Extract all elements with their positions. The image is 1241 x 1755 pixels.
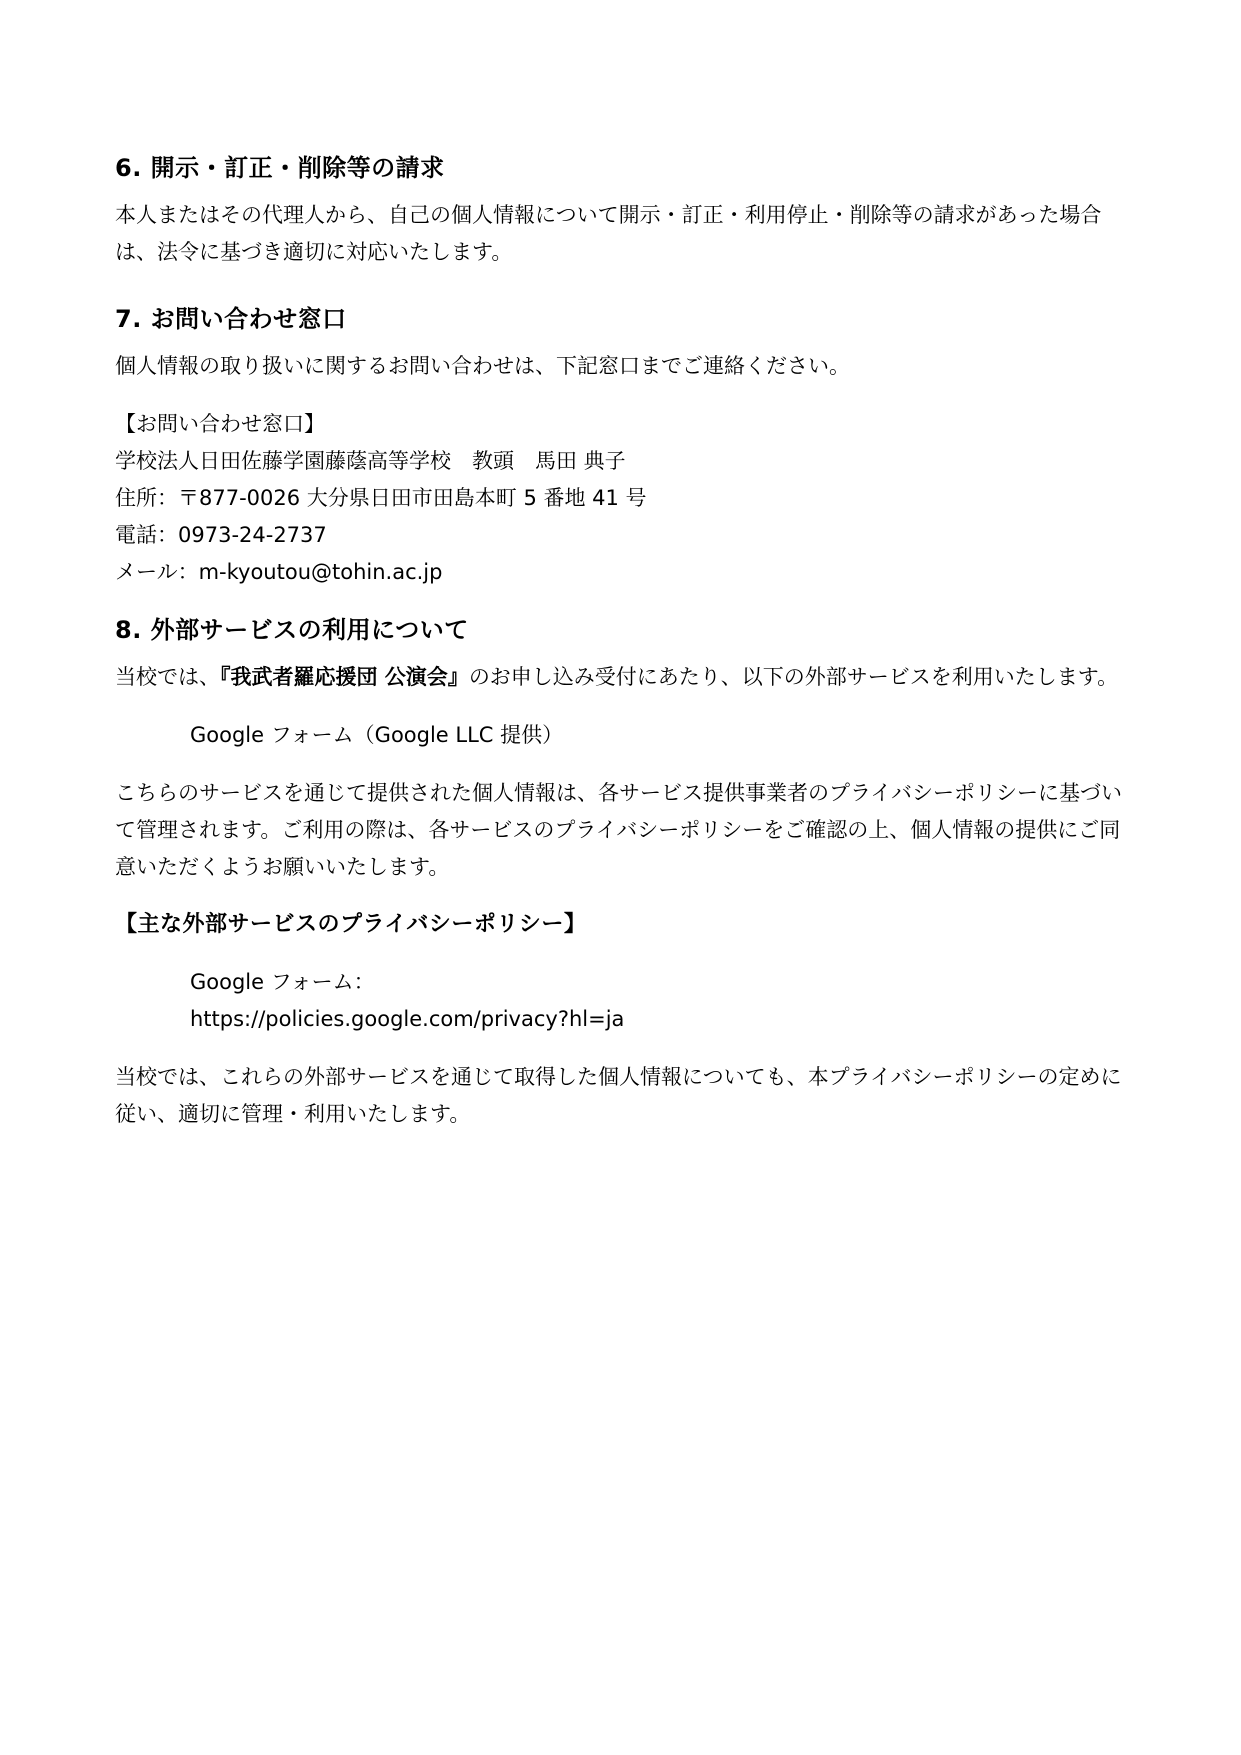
section-6-heading: 6. 開示・訂正・削除等の請求 <box>115 154 445 182</box>
section-7-heading: 7. お問い合わせ窓口 <box>115 305 347 333</box>
document-content <box>115 150 1125 1133</box>
contact-address: 住所：〒877-0026 大分県日田市田島本町 5 番地 41 号 <box>115 486 647 510</box>
closing-statement: 当校では、これらの外部サービスを通じて取得した個人情報についても、本プライバシーポリシーの定めに従い、適切に管理・利用いたします。 <box>115 1065 1122 1126</box>
policy-service-label: Google フォーム： <box>190 970 375 994</box>
contact-title: 【お問い合わせ窓口】 <box>115 412 325 436</box>
section-8-heading: 8. 外部サービスの利用について <box>115 616 469 644</box>
event-name: 『我武者羅応援団 公演会』 <box>220 665 469 689</box>
external-service-note: こちらのサービスを通じて提供された個人情報は、各サービス提供事業者のプライバシーポリシーに基づいて管理されます。ご利用の際は、各サービスのプライバシーポリシーをご確認の上、個人情報の提供にご同意いただくようお願いいたします。 <box>115 781 1122 879</box>
section-8-body-suffix: のお申し込み受付にあたり、以下の外部サービスを利用いたします。 <box>468 665 1119 689</box>
contact-phone: 電話：0973-24-2737 <box>115 523 327 547</box>
section-8-body <box>115 659 1125 696</box>
contact-org: 学校法人日田佐藤学園藤蔭高等学校 教頭 馬田 典子 <box>115 449 626 473</box>
section-7-intro: 個人情報の取り扱いに関するお問い合わせは、下記窓口までご連絡ください。 <box>115 354 850 378</box>
section-6-body: 本人またはその代理人から、自己の個人情報について開示・訂正・利用停止・削除等の請求があった場合は、法令に基づき適切に対応いたします。 <box>115 203 1102 264</box>
policy-url-link[interactable]: https://policies.google.com/privacy?hl=ja <box>190 1007 625 1031</box>
external-service-name: Google フォーム（Google LLC 提供） <box>190 723 564 747</box>
policy-heading: 【主な外部サービスのプライバシーポリシー】 <box>115 912 587 937</box>
contact-email: メール：m-kyoutou@tohin.ac.jp <box>115 560 443 584</box>
section-8-body-prefix: 当校では、 <box>115 665 220 689</box>
